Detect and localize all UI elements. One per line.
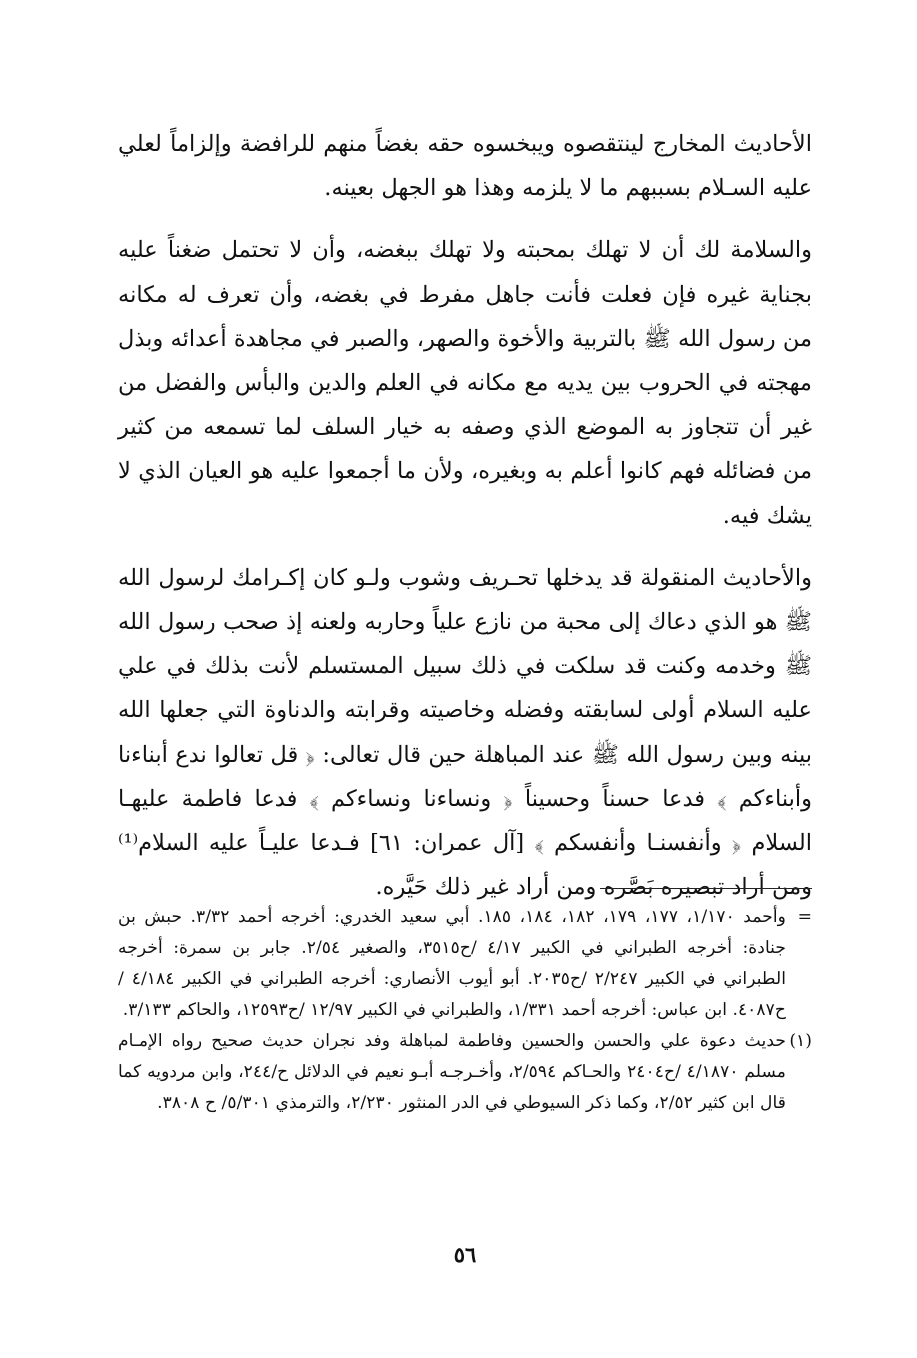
page-number: ٥٦	[453, 1242, 477, 1267]
footnotes	[118, 902, 812, 1119]
document-page	[118, 122, 812, 1322]
footnote-text: حديث دعوة علي والحسن والحسين وفاطمة لمباهلة وفد نجران حديث صحيح رواه الإمـام مسلم ٤/١٨٧٠ /ح٢٤٠٤ والحـاكم ٢/٥٩٤، وأخـرجـه أبـو نعيم في الدلائل ح/٢٤٤، وابن مردويه كما قال ابن كثير ٢/٥٢، وكما ذكر السيوطي في الدر المنثور ٢/٢٣٠، والترمذي ٥/٣٠١/ ح ٣٨٠٨.	[118, 1031, 786, 1113]
paragraph-3: والأحاديث المنقولة قد يدخلها تحـريف وشوب ولـو كان إكـرامك لرسول الله ﷺ هو الذي دعاك إلى محبة من نازع علياً وحاربه ولعنه إذ صحب رسول الله ﷺ وخدمه وكنت قد سلكت في ذلك سبيل المستسلم لأنت بذلك في علي عليه السلام أولى لسابقته وفضله وخاصيته وقرابته والدناوة التي جعلها الله بينه وبين رسول الله ﷺ عند المباهلة حين قال تعالى: ﴿ قل تعالوا ندع أبناءنا وأبناءكم ﴾ فدعا حسناً وحسيناً ﴿ ونساءنا ونساءكم ﴾ فدعا فاطمة عليهـا السلام ﴿ وأنفسنـا وأنفسكم ﴾ [آل عمران: ٦١] فـدعا عليـاً عليه السلام⁽¹⁾ ومن أراد تبصيره بَصَّره ومن أراد غير ذلك حَيَّره.	[118, 564, 812, 901]
footnote-mark: =	[797, 907, 812, 927]
paragraph-2: والسلامة لك أن لا تهلك بمحبته ولا تهلك ببغضه، وأن لا تحتمل ضغناً عليه بجناية غيره فإن فعلت فأنت جاهل مفرط في بغضه، وأن تعرف له مكانه من رسول الله ﷺ بالتربية والأخوة والصهر، والصبر في مجاهدة أعدائه وبذل مهجته في الحروب بين يديه مع مكانه في العلم والدين والبأس والفضل من غير أن تتجاوز به الموضع الذي وصفه به خيار السلف لما تسمعه من كثير من فضائله فهم كانوا أعلم به وبغيره، ولأن ما أجمعوا عليه هو العيان الذي لا يشك فيه.	[118, 237, 812, 529]
main-text	[118, 122, 812, 909]
paragraph-1: الأحاديث المخارج لينتقصوه ويبخسوه حقه بغضاً منهم للرافضة وإلزاماً لعلي عليه السـلام بسببهم ما لا يلزمه وهذا هو الجهل بعينه.	[118, 131, 812, 202]
footnote-continued	[118, 902, 812, 1026]
footnote-separator	[600, 888, 812, 889]
footnote-mark: (١)	[789, 1031, 812, 1051]
footnote-text: وأحمد ١/١٧٠، ١٧٧، ١٧٩، ١٨٢، ١٨٤، ١٨٥. أبي سعيد الخدري: أخرجه أحمد ٣/٣٢. حبش بن جنادة: أخرجه الطبراني في الكبير ٤/١٧ /ح٣٥١٥، والصغير ٢/٥٤. جابر بن سمرة: أخرجه الطبراني في الكبير ٢/٢٤٧ /ح٢٠٣٥. أبو أيوب الأنصاري: أخرجه الطبراني في الكبير ٤/١٨٤ /ح٤٠٨٧. ابن عباس: أخرجه أحمد ١/٣٣١، والطبراني في الكبير ١٢/٩٧ /ح١٢٥٩٣، والحاكم ٣/١٣٣.	[118, 907, 786, 1020]
footnote-1	[118, 1026, 812, 1119]
